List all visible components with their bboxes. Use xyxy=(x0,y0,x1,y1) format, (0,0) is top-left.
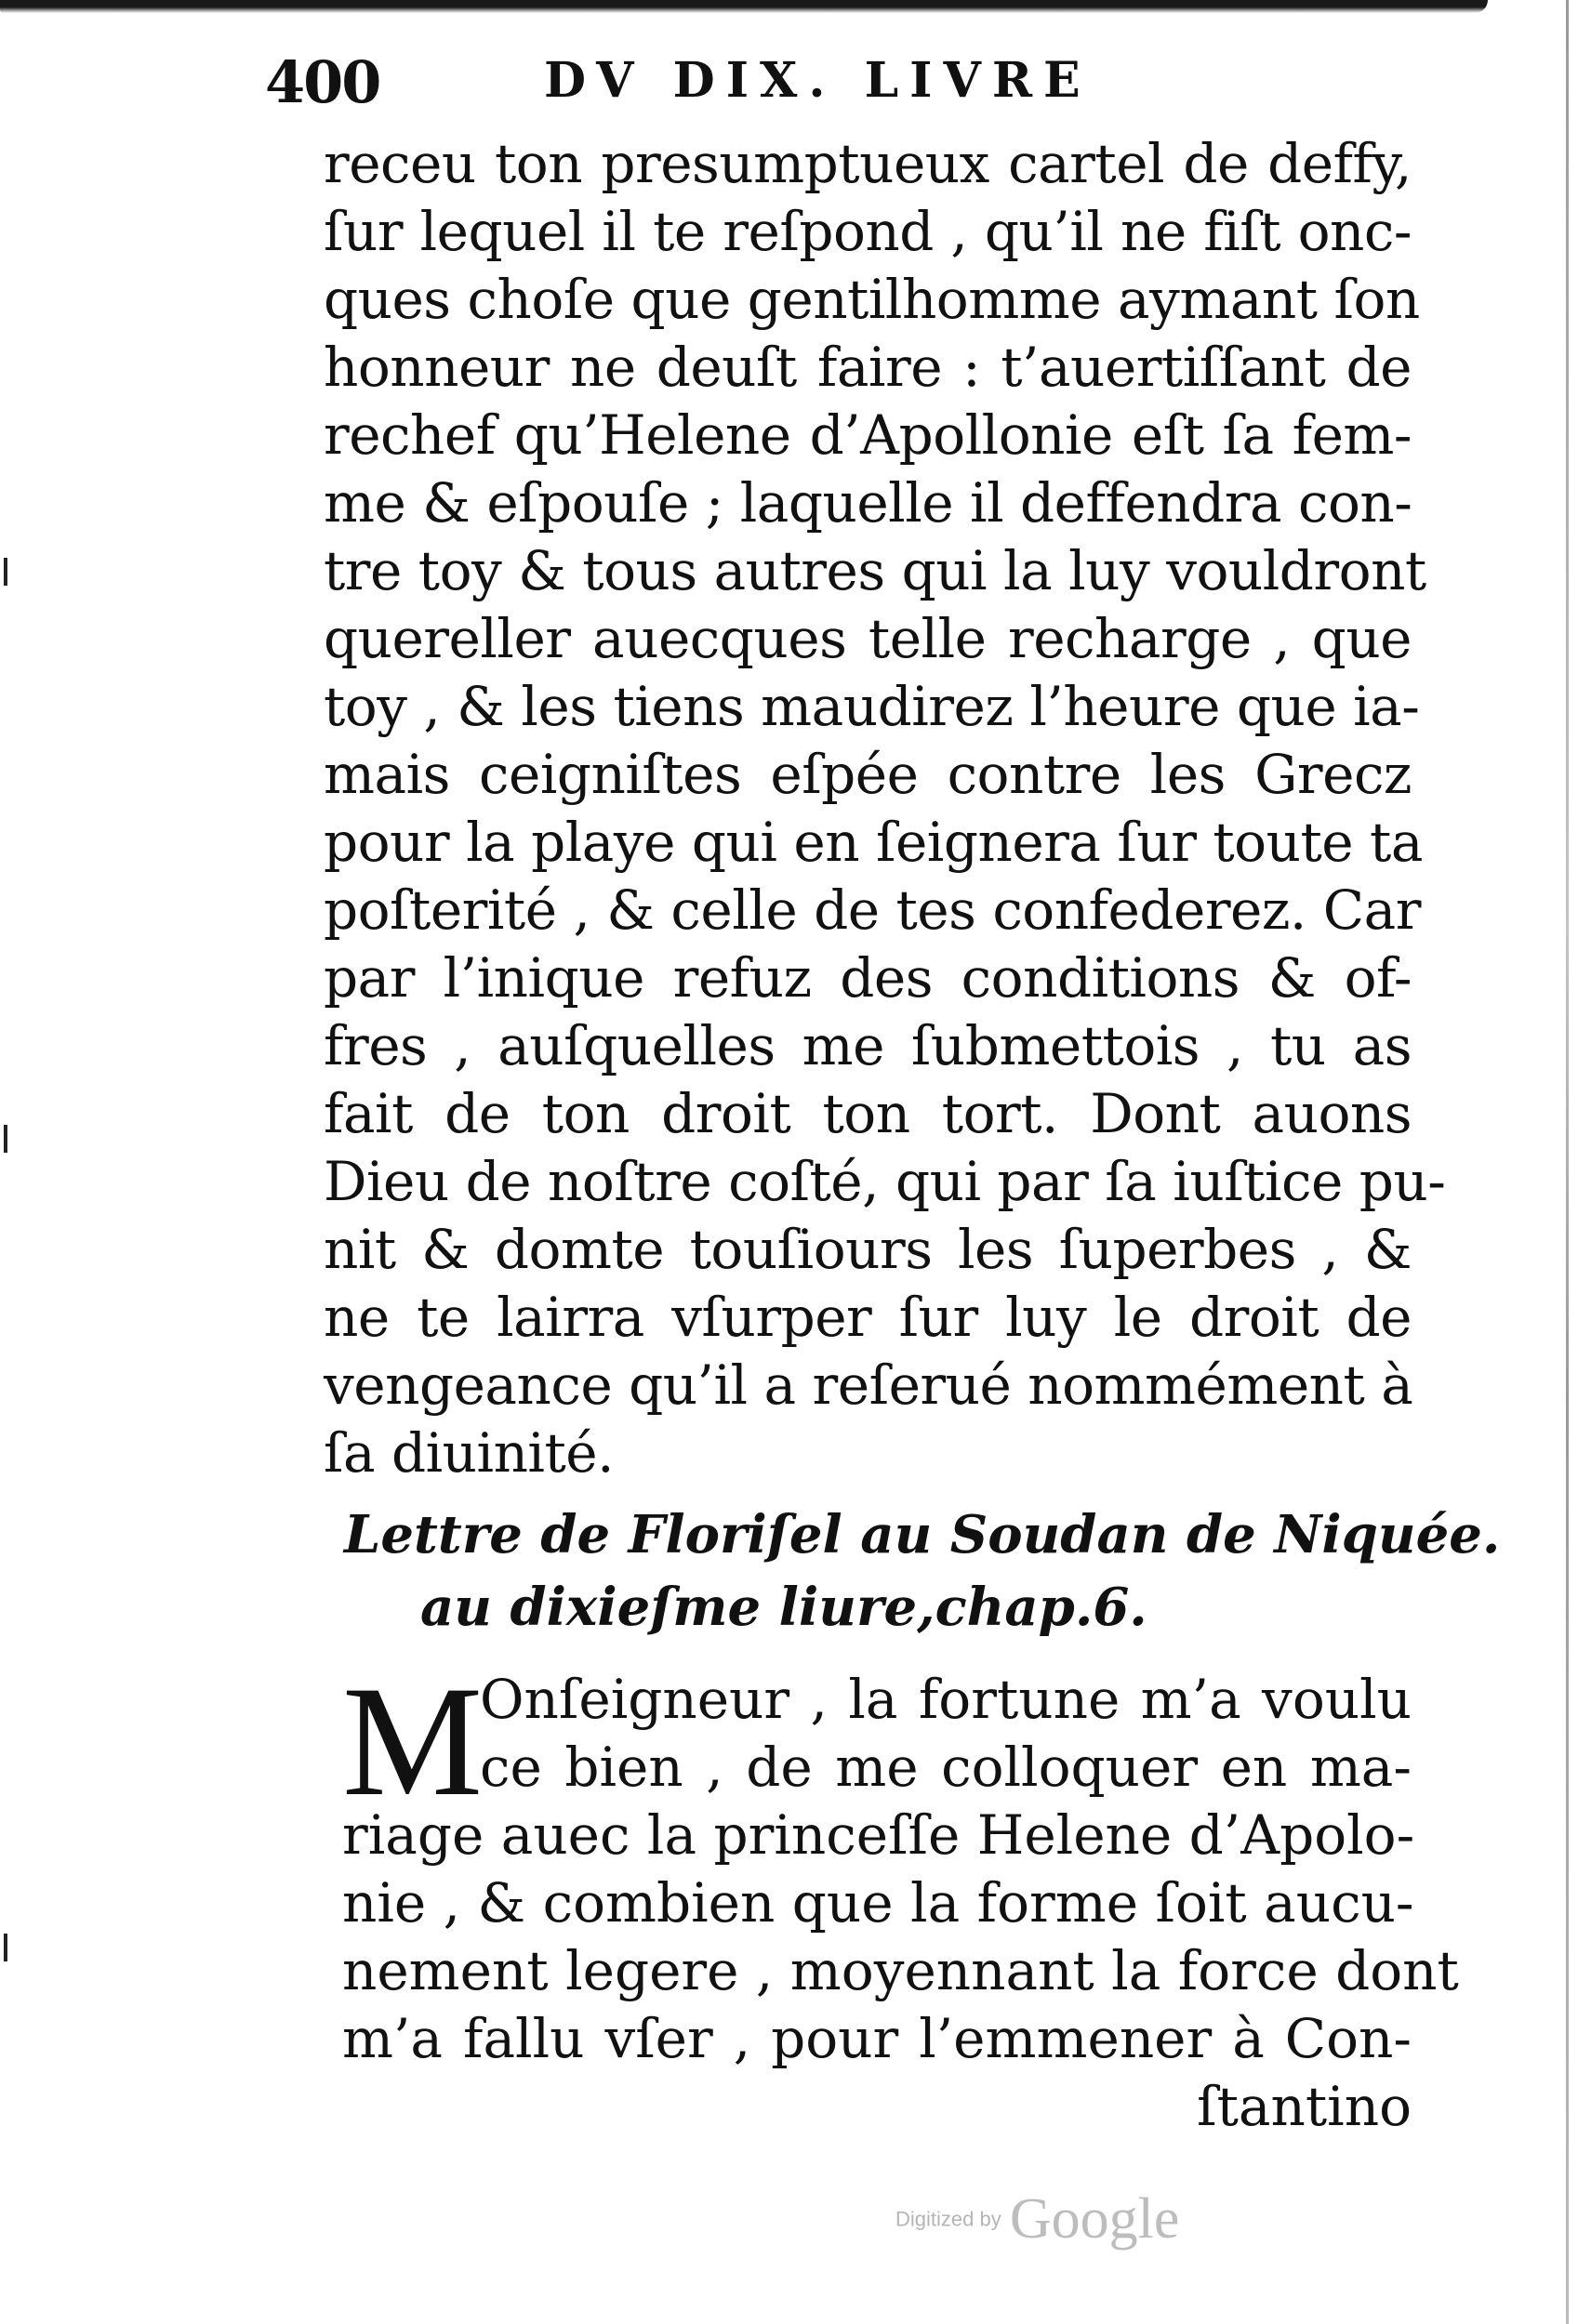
body-text xyxy=(324,130,1446,1487)
letter-title-reference: au dixieſme liure,chap.6. xyxy=(420,1577,1147,1638)
margin-mark xyxy=(4,558,7,586)
text-line: me & eſpouſe ; laquelle il deffendra con- xyxy=(324,471,1412,535)
letter-line: ce bien , de me colloquer en ma- xyxy=(480,1736,1412,1799)
running-head: DV DIX. LIVRE xyxy=(544,52,1092,109)
text-line: rechef qu’Helene d’Apollonie eſt ſa fem- xyxy=(324,403,1412,467)
digitized-watermark xyxy=(895,2186,1230,2251)
letter-title xyxy=(344,1499,1501,1644)
text-line: vengeance qu’il a reſerué nommément à xyxy=(324,1353,1413,1417)
text-line: fres , auſquelles me ſubmettois , tu as xyxy=(324,1014,1412,1077)
text-line: pour la playe qui en ſeignera ſur toute ta xyxy=(324,811,1423,874)
text-line: quereller auecques telle recharge , que xyxy=(324,607,1412,670)
margin-mark xyxy=(4,1125,7,1153)
text-line: poſterité , & celle de tes confederez. Car xyxy=(324,878,1421,942)
text-line: ques choſe que gentilhomme aymant ſon xyxy=(324,268,1420,331)
letter-title-line: Lettre de Floriſel au Soudan de Niquée. xyxy=(344,1504,1501,1565)
text-line: ſa diuinité. xyxy=(324,1421,615,1485)
letter-body xyxy=(342,1654,1459,2141)
catchword: ſtantino xyxy=(1197,2075,1412,2138)
text-line: toy , & les tiens maudirez l’heure que ia- xyxy=(324,675,1420,738)
text-line: nit & domte touſiours les ſuperbes , & xyxy=(324,1218,1412,1281)
text-line: ſur lequel il te reſpond , qu’il ne fiſt onc- xyxy=(324,200,1412,263)
text-line: honneur ne deuſt faire : t’auertiſſant de xyxy=(324,336,1412,399)
text-line: mais ceigniſtes eſpée contre les Grecz xyxy=(324,743,1412,806)
margin-mark xyxy=(4,1934,7,1961)
text-line: fait de ton droit ton tort. Dont auons xyxy=(324,1082,1412,1145)
letter-line: m’a fallu vſer , pour l’emmener à Con- xyxy=(342,2007,1412,2070)
page-header xyxy=(265,48,1409,123)
text-line: tre toy & tous autres qui la luy vouldront xyxy=(324,539,1426,602)
letter-line: Onſeigneur , la fortune m’a voulu xyxy=(480,1668,1412,1731)
google-logo: Google xyxy=(1009,2187,1180,2251)
drop-cap: M xyxy=(342,1654,484,1829)
text-line: Dieu de noſtre coſté, qui par ſa iuſtice pu- xyxy=(324,1150,1446,1213)
watermark-prefix: Digitized by xyxy=(895,2207,1001,2231)
text-line: receu ton presumptueux cartel de deffy, xyxy=(324,132,1412,195)
page-right-edge xyxy=(1566,0,1569,2324)
letter-line: nement legere , moyennant la force dont xyxy=(342,1939,1459,2002)
letter-line: nie , & combien que la forme ſoit aucu- xyxy=(342,1871,1414,1934)
text-line: par l’inique refuz des conditions & of- xyxy=(324,946,1412,1010)
letter-line: riage auec la princeſſe Helene d’Apolo- xyxy=(342,1803,1415,1867)
page-number: 400 xyxy=(265,48,380,116)
text-line: ne te lairra vſurper ſur luy le droit de xyxy=(324,1286,1412,1349)
page-top-edge xyxy=(0,0,1488,13)
